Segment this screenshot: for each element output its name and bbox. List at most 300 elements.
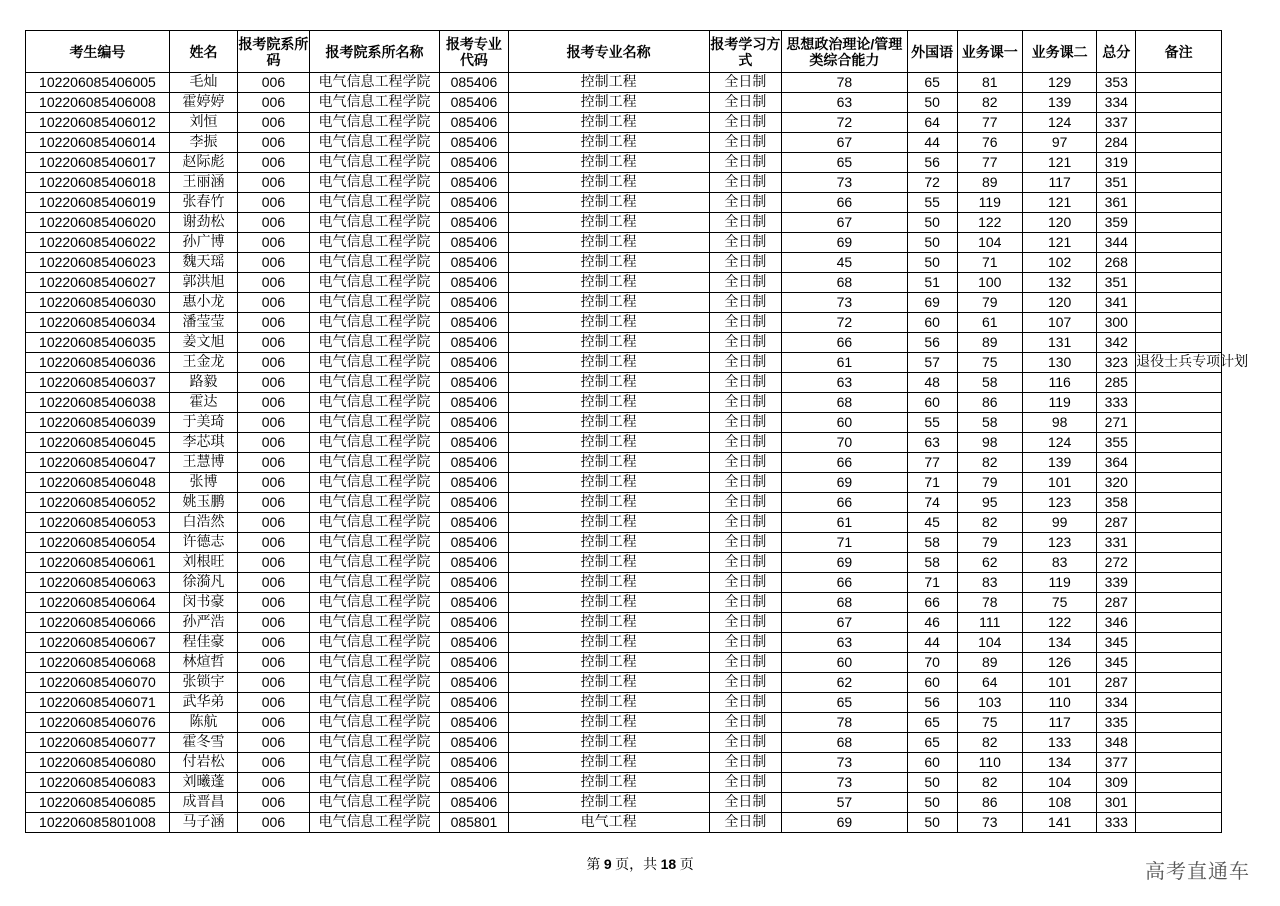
remarks-cell — [1136, 753, 1222, 773]
total-score-cell: 348 — [1097, 733, 1136, 753]
major-code-cell: 085406 — [440, 613, 508, 633]
candidate-id-cell: 102206085406014 — [26, 133, 170, 153]
table-row — [26, 273, 1222, 293]
table-row — [26, 233, 1222, 253]
politics-score-cell: 66 — [782, 453, 908, 473]
study-mode-cell: 全日制 — [709, 313, 781, 333]
major-code-cell: 085406 — [440, 133, 508, 153]
remarks-cell — [1136, 173, 1222, 193]
course-two-score-cell: 83 — [1022, 553, 1096, 573]
table-row — [26, 213, 1222, 233]
major-name-cell: 控制工程 — [508, 213, 709, 233]
foreign-language-score-cell: 57 — [907, 353, 957, 373]
dept-name-cell: 电气信息工程学院 — [309, 373, 440, 393]
header-dept-name: 报考院系所名称 — [309, 31, 440, 73]
course-one-score-cell: 122 — [957, 213, 1022, 233]
table-row — [26, 733, 1222, 753]
total-score-cell: 287 — [1097, 593, 1136, 613]
major-code-cell: 085406 — [440, 653, 508, 673]
course-two-score-cell: 139 — [1022, 453, 1096, 473]
politics-score-cell: 68 — [782, 393, 908, 413]
dept-name-cell: 电气信息工程学院 — [309, 293, 440, 313]
total-score-cell: 331 — [1097, 533, 1136, 553]
course-one-score-cell: 86 — [957, 393, 1022, 413]
candidate-id-cell: 102206085406036 — [26, 353, 170, 373]
table-row — [26, 493, 1222, 513]
course-two-score-cell: 130 — [1022, 353, 1096, 373]
table-row — [26, 793, 1222, 813]
dept-code-cell: 006 — [238, 693, 309, 713]
course-two-score-cell: 116 — [1022, 373, 1096, 393]
table-row — [26, 673, 1222, 693]
candidate-id-cell: 102206085406012 — [26, 113, 170, 133]
major-name-cell: 控制工程 — [508, 233, 709, 253]
politics-score-cell: 71 — [782, 533, 908, 553]
course-two-score-cell: 75 — [1022, 593, 1096, 613]
major-name-cell: 控制工程 — [508, 673, 709, 693]
foreign-language-score-cell: 71 — [907, 473, 957, 493]
politics-score-cell: 67 — [782, 613, 908, 633]
course-two-score-cell: 98 — [1022, 413, 1096, 433]
name-cell: 白浩然 — [169, 513, 237, 533]
table-row — [26, 293, 1222, 313]
name-cell: 郭洪旭 — [169, 273, 237, 293]
name-cell: 于美琦 — [169, 413, 237, 433]
major-name-cell: 控制工程 — [508, 633, 709, 653]
major-code-cell: 085406 — [440, 573, 508, 593]
course-one-score-cell: 89 — [957, 173, 1022, 193]
dept-code-cell: 006 — [238, 473, 309, 493]
dept-code-cell: 006 — [238, 133, 309, 153]
candidate-id-cell: 102206085406077 — [26, 733, 170, 753]
candidate-id-cell: 102206085406020 — [26, 213, 170, 233]
page-footer — [0, 854, 1280, 874]
course-two-score-cell: 120 — [1022, 213, 1096, 233]
total-score-cell: 333 — [1097, 813, 1136, 833]
major-name-cell: 控制工程 — [508, 273, 709, 293]
major-name-cell: 控制工程 — [508, 533, 709, 553]
dept-name-cell: 电气信息工程学院 — [309, 93, 440, 113]
table-row — [26, 533, 1222, 553]
table-row — [26, 433, 1222, 453]
course-two-score-cell: 101 — [1022, 673, 1096, 693]
foreign-language-score-cell: 44 — [907, 133, 957, 153]
total-score-cell: 344 — [1097, 233, 1136, 253]
foreign-language-score-cell: 58 — [907, 553, 957, 573]
major-code-cell: 085406 — [440, 633, 508, 653]
major-code-cell: 085406 — [440, 413, 508, 433]
remarks-cell — [1136, 793, 1222, 813]
candidate-id-cell: 102206085406005 — [26, 73, 170, 93]
table-row — [26, 153, 1222, 173]
foreign-language-score-cell: 50 — [907, 793, 957, 813]
remarks-cell: 退役士兵专项计划 — [1136, 353, 1222, 373]
major-name-cell: 控制工程 — [508, 513, 709, 533]
study-mode-cell: 全日制 — [709, 73, 781, 93]
candidate-id-cell: 102206085406047 — [26, 453, 170, 473]
candidate-id-cell: 102206085406068 — [26, 653, 170, 673]
header-foreign-language: 外国语 — [907, 31, 957, 73]
candidate-id-cell: 102206085406018 — [26, 173, 170, 193]
foreign-language-score-cell: 51 — [907, 273, 957, 293]
study-mode-cell: 全日制 — [709, 573, 781, 593]
course-one-score-cell: 104 — [957, 633, 1022, 653]
course-one-score-cell: 61 — [957, 313, 1022, 333]
total-score-cell: 346 — [1097, 613, 1136, 633]
politics-score-cell: 65 — [782, 153, 908, 173]
politics-score-cell: 63 — [782, 633, 908, 653]
major-code-cell: 085406 — [440, 153, 508, 173]
course-one-score-cell: 76 — [957, 133, 1022, 153]
remarks-cell — [1136, 453, 1222, 473]
name-cell: 霍达 — [169, 393, 237, 413]
major-code-cell: 085406 — [440, 93, 508, 113]
remarks-cell — [1136, 573, 1222, 593]
dept-code-cell: 006 — [238, 253, 309, 273]
candidate-id-cell: 102206085406048 — [26, 473, 170, 493]
remarks-cell — [1136, 433, 1222, 453]
table-row — [26, 453, 1222, 473]
remarks-cell — [1136, 593, 1222, 613]
course-two-score-cell: 124 — [1022, 433, 1096, 453]
total-score-cell: 351 — [1097, 273, 1136, 293]
total-score-cell: 351 — [1097, 173, 1136, 193]
course-one-score-cell: 62 — [957, 553, 1022, 573]
remarks-cell — [1136, 493, 1222, 513]
study-mode-cell: 全日制 — [709, 433, 781, 453]
candidate-id-cell: 102206085406063 — [26, 573, 170, 593]
header-major-code: 报考专业代码 — [440, 31, 508, 73]
major-code-cell: 085801 — [440, 813, 508, 833]
foreign-language-score-cell: 55 — [907, 413, 957, 433]
study-mode-cell: 全日制 — [709, 493, 781, 513]
header-major-name: 报考专业名称 — [508, 31, 709, 73]
candidate-id-cell: 102206085406019 — [26, 193, 170, 213]
study-mode-cell: 全日制 — [709, 773, 781, 793]
course-two-score-cell: 119 — [1022, 393, 1096, 413]
major-code-cell: 085406 — [440, 73, 508, 93]
dept-code-cell: 006 — [238, 193, 309, 213]
course-two-score-cell: 122 — [1022, 613, 1096, 633]
course-one-score-cell: 98 — [957, 433, 1022, 453]
candidate-id-cell: 102206085406083 — [26, 773, 170, 793]
name-cell: 李振 — [169, 133, 237, 153]
politics-score-cell: 60 — [782, 653, 908, 673]
table-row — [26, 633, 1222, 653]
study-mode-cell: 全日制 — [709, 673, 781, 693]
name-cell: 张春竹 — [169, 193, 237, 213]
dept-code-cell: 006 — [238, 433, 309, 453]
remarks-cell — [1136, 613, 1222, 633]
remarks-cell — [1136, 533, 1222, 553]
dept-code-cell: 006 — [238, 173, 309, 193]
major-code-cell: 085406 — [440, 453, 508, 473]
remarks-cell — [1136, 313, 1222, 333]
dept-name-cell: 电气信息工程学院 — [309, 173, 440, 193]
course-one-score-cell: 110 — [957, 753, 1022, 773]
remarks-cell — [1136, 813, 1222, 833]
table-row — [26, 93, 1222, 113]
study-mode-cell: 全日制 — [709, 753, 781, 773]
current-page-number: 9 — [603, 856, 612, 872]
remarks-cell — [1136, 473, 1222, 493]
name-cell: 成晋昌 — [169, 793, 237, 813]
politics-score-cell: 72 — [782, 313, 908, 333]
dept-code-cell: 006 — [238, 393, 309, 413]
remarks-cell — [1136, 273, 1222, 293]
politics-score-cell: 63 — [782, 93, 908, 113]
major-name-cell: 控制工程 — [508, 373, 709, 393]
dept-name-cell: 电气信息工程学院 — [309, 633, 440, 653]
candidate-id-cell: 102206085406061 — [26, 553, 170, 573]
name-cell: 魏天瑶 — [169, 253, 237, 273]
course-one-score-cell: 77 — [957, 113, 1022, 133]
major-name-cell: 控制工程 — [508, 753, 709, 773]
major-name-cell: 控制工程 — [508, 73, 709, 93]
remarks-cell — [1136, 193, 1222, 213]
name-cell: 徐漪凡 — [169, 573, 237, 593]
major-name-cell: 控制工程 — [508, 193, 709, 213]
candidate-id-cell: 102206085406035 — [26, 333, 170, 353]
course-one-score-cell: 58 — [957, 373, 1022, 393]
major-code-cell: 085406 — [440, 773, 508, 793]
course-two-score-cell: 134 — [1022, 753, 1096, 773]
dept-name-cell: 电气信息工程学院 — [309, 533, 440, 553]
course-two-score-cell: 139 — [1022, 93, 1096, 113]
course-two-score-cell: 117 — [1022, 173, 1096, 193]
total-score-cell: 268 — [1097, 253, 1136, 273]
total-score-cell: 358 — [1097, 493, 1136, 513]
name-cell: 潘莹莹 — [169, 313, 237, 333]
table-row — [26, 353, 1222, 373]
dept-name-cell: 电气信息工程学院 — [309, 573, 440, 593]
table-row — [26, 73, 1222, 93]
name-cell: 赵际彪 — [169, 153, 237, 173]
dept-code-cell: 006 — [238, 273, 309, 293]
study-mode-cell: 全日制 — [709, 653, 781, 673]
politics-score-cell: 72 — [782, 113, 908, 133]
table-row — [26, 253, 1222, 273]
dept-name-cell: 电气信息工程学院 — [309, 793, 440, 813]
politics-score-cell: 67 — [782, 133, 908, 153]
total-score-cell: 361 — [1097, 193, 1136, 213]
course-two-score-cell: 107 — [1022, 313, 1096, 333]
header-course-one: 业务课一 — [957, 31, 1022, 73]
candidate-id-cell: 102206085406054 — [26, 533, 170, 553]
course-two-score-cell: 121 — [1022, 153, 1096, 173]
major-name-cell: 控制工程 — [508, 773, 709, 793]
dept-code-cell: 006 — [238, 373, 309, 393]
study-mode-cell: 全日制 — [709, 333, 781, 353]
course-one-score-cell: 100 — [957, 273, 1022, 293]
header-row — [26, 31, 1222, 73]
dept-code-cell: 006 — [238, 413, 309, 433]
name-cell: 刘根旺 — [169, 553, 237, 573]
dept-name-cell: 电气信息工程学院 — [309, 213, 440, 233]
course-two-score-cell: 129 — [1022, 73, 1096, 93]
footer-middle: 页，共 — [611, 858, 661, 873]
study-mode-cell: 全日制 — [709, 93, 781, 113]
major-name-cell: 控制工程 — [508, 613, 709, 633]
major-name-cell: 控制工程 — [508, 333, 709, 353]
foreign-language-score-cell: 50 — [907, 93, 957, 113]
table-row — [26, 113, 1222, 133]
foreign-language-score-cell: 56 — [907, 333, 957, 353]
foreign-language-score-cell: 50 — [907, 773, 957, 793]
course-two-score-cell: 132 — [1022, 273, 1096, 293]
major-code-cell: 085406 — [440, 353, 508, 373]
course-one-score-cell: 95 — [957, 493, 1022, 513]
course-two-score-cell: 119 — [1022, 573, 1096, 593]
candidate-id-cell: 102206085406080 — [26, 753, 170, 773]
course-one-score-cell: 79 — [957, 293, 1022, 313]
remarks-cell — [1136, 153, 1222, 173]
course-one-score-cell: 82 — [957, 453, 1022, 473]
politics-score-cell: 69 — [782, 813, 908, 833]
total-score-cell: 323 — [1097, 353, 1136, 373]
header-name: 姓名 — [169, 31, 237, 73]
study-mode-cell: 全日制 — [709, 293, 781, 313]
dept-name-cell: 电气信息工程学院 — [309, 713, 440, 733]
total-score-cell: 284 — [1097, 133, 1136, 153]
remarks-cell — [1136, 393, 1222, 413]
dept-code-cell: 006 — [238, 453, 309, 473]
study-mode-cell: 全日制 — [709, 393, 781, 413]
remarks-cell — [1136, 693, 1222, 713]
name-cell: 林煊哲 — [169, 653, 237, 673]
total-score-cell: 345 — [1097, 633, 1136, 653]
candidate-id-cell: 102206085406071 — [26, 693, 170, 713]
study-mode-cell: 全日制 — [709, 613, 781, 633]
table-row — [26, 813, 1222, 833]
politics-score-cell: 70 — [782, 433, 908, 453]
name-cell: 程佳豪 — [169, 633, 237, 653]
candidate-id-cell: 102206085406064 — [26, 593, 170, 613]
candidate-id-cell: 102206085406053 — [26, 513, 170, 533]
foreign-language-score-cell: 60 — [907, 673, 957, 693]
major-name-cell: 控制工程 — [508, 113, 709, 133]
candidate-id-cell: 102206085406052 — [26, 493, 170, 513]
major-name-cell: 控制工程 — [508, 653, 709, 673]
major-code-cell: 085406 — [440, 593, 508, 613]
course-two-score-cell: 134 — [1022, 633, 1096, 653]
dept-name-cell: 电气信息工程学院 — [309, 153, 440, 173]
remarks-cell — [1136, 93, 1222, 113]
major-code-cell: 085406 — [440, 113, 508, 133]
header-total: 总分 — [1097, 31, 1136, 73]
major-name-cell: 控制工程 — [508, 793, 709, 813]
course-two-score-cell: 121 — [1022, 233, 1096, 253]
dept-code-cell: 006 — [238, 113, 309, 133]
total-score-cell: 287 — [1097, 673, 1136, 693]
foreign-language-score-cell: 65 — [907, 733, 957, 753]
course-two-score-cell: 124 — [1022, 113, 1096, 133]
politics-score-cell: 66 — [782, 573, 908, 593]
name-cell: 孙严浩 — [169, 613, 237, 633]
name-cell: 王丽涵 — [169, 173, 237, 193]
major-code-cell: 085406 — [440, 553, 508, 573]
dept-name-cell: 电气信息工程学院 — [309, 353, 440, 373]
major-code-cell: 085406 — [440, 233, 508, 253]
name-cell: 刘恒 — [169, 113, 237, 133]
dept-code-cell: 006 — [238, 233, 309, 253]
dept-code-cell: 006 — [238, 93, 309, 113]
politics-score-cell: 69 — [782, 473, 908, 493]
major-code-cell: 085406 — [440, 213, 508, 233]
major-code-cell: 085406 — [440, 673, 508, 693]
name-cell: 孙广博 — [169, 233, 237, 253]
study-mode-cell: 全日制 — [709, 793, 781, 813]
major-name-cell: 控制工程 — [508, 593, 709, 613]
course-one-score-cell: 75 — [957, 713, 1022, 733]
table-row — [26, 773, 1222, 793]
total-score-cell: 353 — [1097, 73, 1136, 93]
politics-score-cell: 61 — [782, 513, 908, 533]
candidate-id-cell: 102206085406066 — [26, 613, 170, 633]
dept-code-cell: 006 — [238, 793, 309, 813]
table-row — [26, 333, 1222, 353]
total-score-cell: 345 — [1097, 653, 1136, 673]
name-cell: 王慧博 — [169, 453, 237, 473]
major-name-cell: 控制工程 — [508, 733, 709, 753]
course-one-score-cell: 58 — [957, 413, 1022, 433]
course-two-score-cell: 99 — [1022, 513, 1096, 533]
major-code-cell: 085406 — [440, 433, 508, 453]
candidate-id-cell: 102206085406034 — [26, 313, 170, 333]
remarks-cell — [1136, 373, 1222, 393]
major-name-cell: 控制工程 — [508, 553, 709, 573]
politics-score-cell: 65 — [782, 693, 908, 713]
major-name-cell: 电气工程 — [508, 813, 709, 833]
major-name-cell: 控制工程 — [508, 433, 709, 453]
course-one-score-cell: 89 — [957, 333, 1022, 353]
dept-name-cell: 电气信息工程学院 — [309, 433, 440, 453]
name-cell: 刘曦蓬 — [169, 773, 237, 793]
dept-name-cell: 电气信息工程学院 — [309, 73, 440, 93]
table-row — [26, 413, 1222, 433]
major-name-cell: 控制工程 — [508, 153, 709, 173]
dept-name-cell: 电气信息工程学院 — [309, 193, 440, 213]
study-mode-cell: 全日制 — [709, 693, 781, 713]
major-name-cell: 控制工程 — [508, 313, 709, 333]
course-two-score-cell: 123 — [1022, 533, 1096, 553]
major-code-cell: 085406 — [440, 513, 508, 533]
major-code-cell: 085406 — [440, 753, 508, 773]
major-code-cell: 085406 — [440, 473, 508, 493]
politics-score-cell: 45 — [782, 253, 908, 273]
candidate-id-cell: 102206085406067 — [26, 633, 170, 653]
foreign-language-score-cell: 65 — [907, 73, 957, 93]
score-table — [25, 30, 1249, 833]
politics-score-cell: 57 — [782, 793, 908, 813]
name-cell: 李芯琪 — [169, 433, 237, 453]
dept-code-cell: 006 — [238, 653, 309, 673]
major-name-cell: 控制工程 — [508, 133, 709, 153]
foreign-language-score-cell: 77 — [907, 453, 957, 473]
total-score-cell: 309 — [1097, 773, 1136, 793]
footer-prefix: 第 — [586, 858, 604, 873]
candidate-id-cell: 102206085406017 — [26, 153, 170, 173]
foreign-language-score-cell: 55 — [907, 193, 957, 213]
major-name-cell: 控制工程 — [508, 353, 709, 373]
candidate-id-cell: 102206085406008 — [26, 93, 170, 113]
course-one-score-cell: 78 — [957, 593, 1022, 613]
foreign-language-score-cell: 63 — [907, 433, 957, 453]
foreign-language-score-cell: 50 — [907, 233, 957, 253]
table-row — [26, 173, 1222, 193]
dept-name-cell: 电气信息工程学院 — [309, 733, 440, 753]
table-row — [26, 373, 1222, 393]
